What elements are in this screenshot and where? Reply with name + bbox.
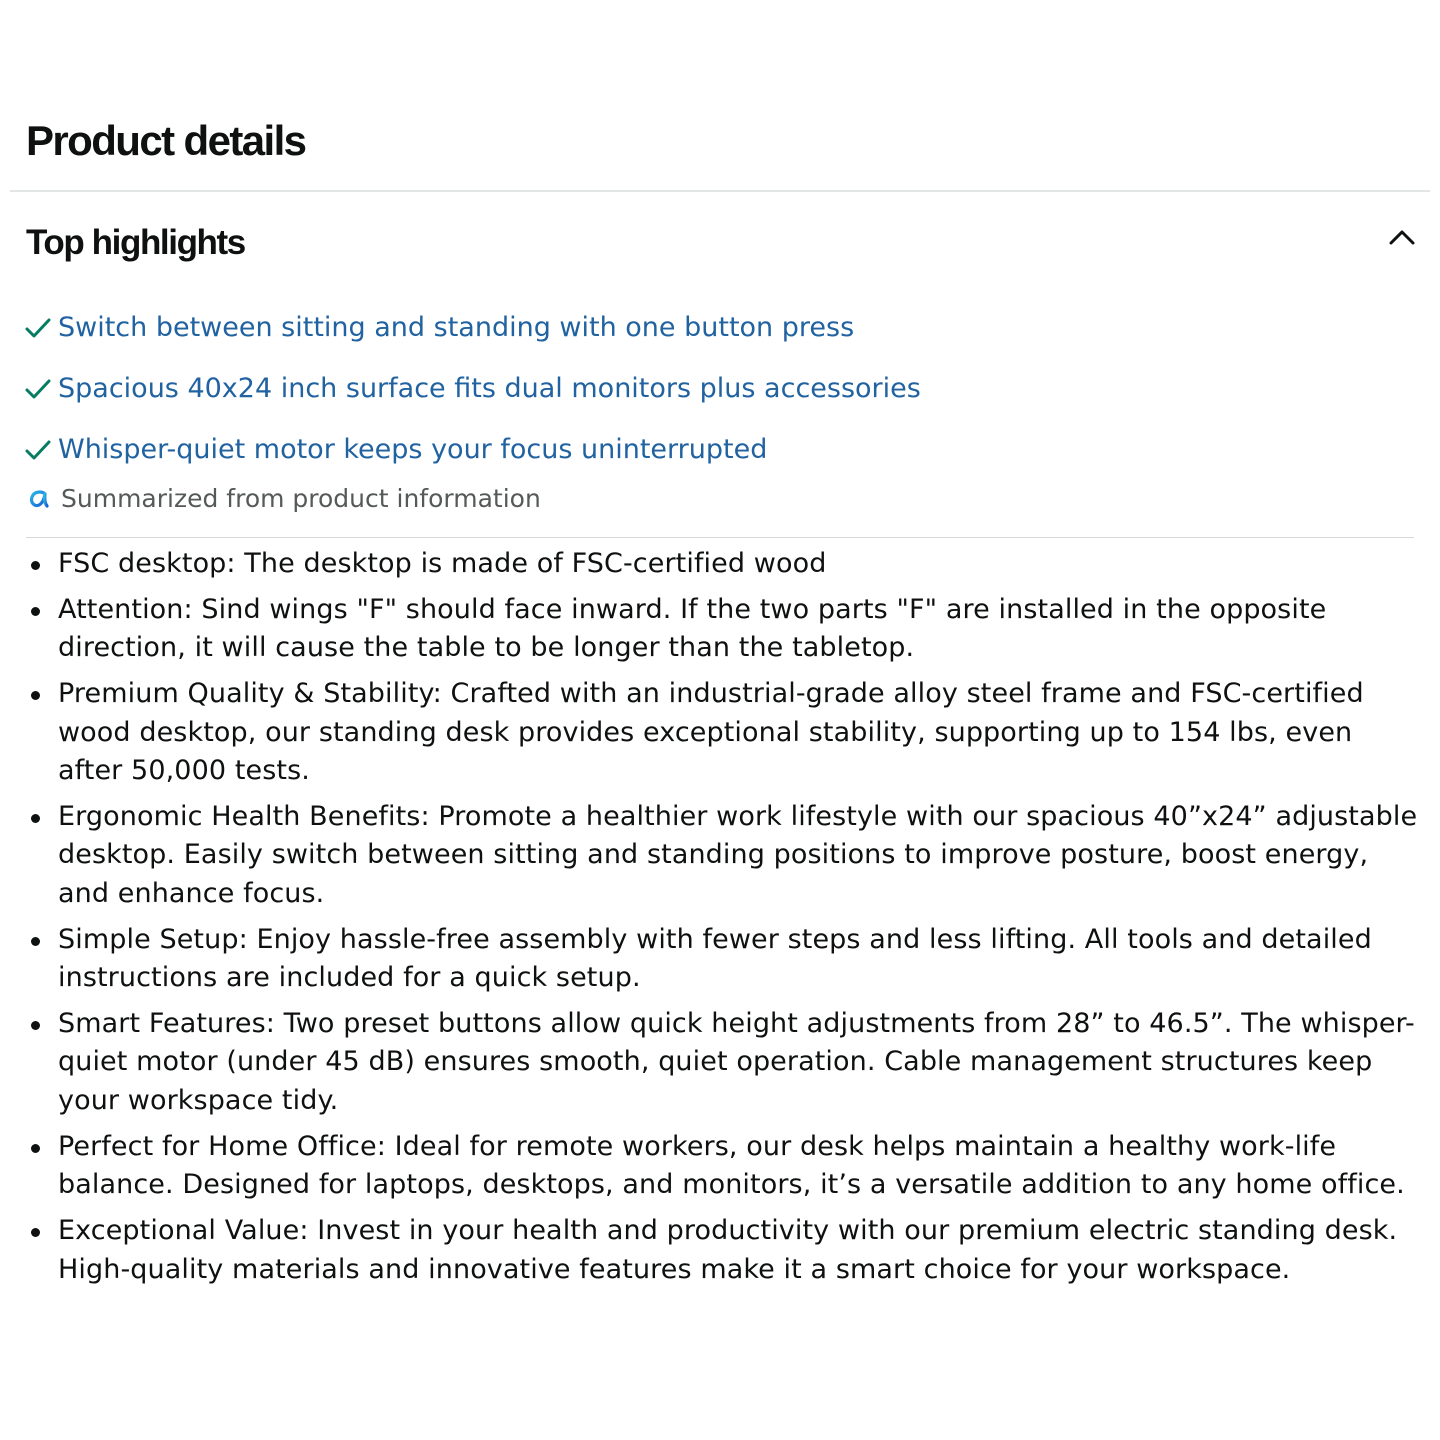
feature-bullet: Ergonomic Health Benefits: Promote a healthier work lifestyle with our spacious 40”x24” adjustable desktop. Easily switch between sitting and standing positions to improve posture, boost energy, and enhance focus. xyxy=(58,798,1418,914)
top-highlights-heading: Top highlights xyxy=(26,223,245,262)
summary-label: Summarized from product information xyxy=(61,484,541,513)
collapse-highlights-button[interactable] xyxy=(1383,218,1421,256)
highlight-item xyxy=(24,419,921,480)
highlight-item xyxy=(24,358,921,419)
highlights-divider xyxy=(26,537,1414,538)
feature-bullet: Attention: Sind wings "F" should face inward. If the two parts "F" are installed in the opposite direction, it will cause the table to be longer than the tabletop. xyxy=(58,591,1418,668)
feature-bullet: Smart Features: Two preset buttons allow quick height adjustments from 28” to 46.5”. The whisper-quiet motor (under 45 dB) ensures smooth, quiet operation. Cable management structures keep your workspace tidy. xyxy=(58,1005,1418,1121)
highlight-item xyxy=(24,297,921,358)
feature-bullet: Exceptional Value: Invest in your health and productivity with our premium electric standing desk. High-quality materials and innovative features make it a smart choice for your workspace. xyxy=(58,1212,1418,1289)
feature-bullet: Simple Setup: Enjoy hassle-free assembly with fewer steps and less lifting. All tools and detailed instructions are included for a quick setup. xyxy=(58,921,1418,998)
highlight-text[interactable]: Switch between sitting and standing with one button press xyxy=(58,311,855,343)
checkmark-icon xyxy=(24,314,52,342)
feature-bullet: Perfect for Home Office: Ideal for remote workers, our desk helps maintain a healthy work-life balance. Designed for laptops, desktops, and monitors, it’s a versatile addition to any home office. xyxy=(58,1128,1418,1205)
checkmark-icon xyxy=(24,375,52,403)
ai-summary-note xyxy=(26,480,541,518)
feature-bullet: Premium Quality & Stability: Crafted with an industrial-grade alloy steel frame and FSC-certified wood desktop, our standing desk provides exceptional stability, supporting up to 154 lbs, even after 50,000 tests. xyxy=(58,675,1418,791)
section-divider xyxy=(10,190,1430,192)
highlights-list xyxy=(24,297,921,480)
checkmark-icon xyxy=(24,436,52,464)
chevron-up-icon xyxy=(1389,229,1415,245)
feature-bullet: FSC desktop: The desktop is made of FSC-certified wood xyxy=(58,545,1418,584)
highlight-text[interactable]: Spacious 40x24 inch surface fits dual monitors plus accessories xyxy=(58,372,921,404)
highlight-text[interactable]: Whisper-quiet motor keeps your focus uninterrupted xyxy=(58,433,768,465)
ai-summary-icon xyxy=(26,486,52,512)
feature-bullets-list xyxy=(58,545,1418,1296)
page-title: Product details xyxy=(26,117,306,164)
